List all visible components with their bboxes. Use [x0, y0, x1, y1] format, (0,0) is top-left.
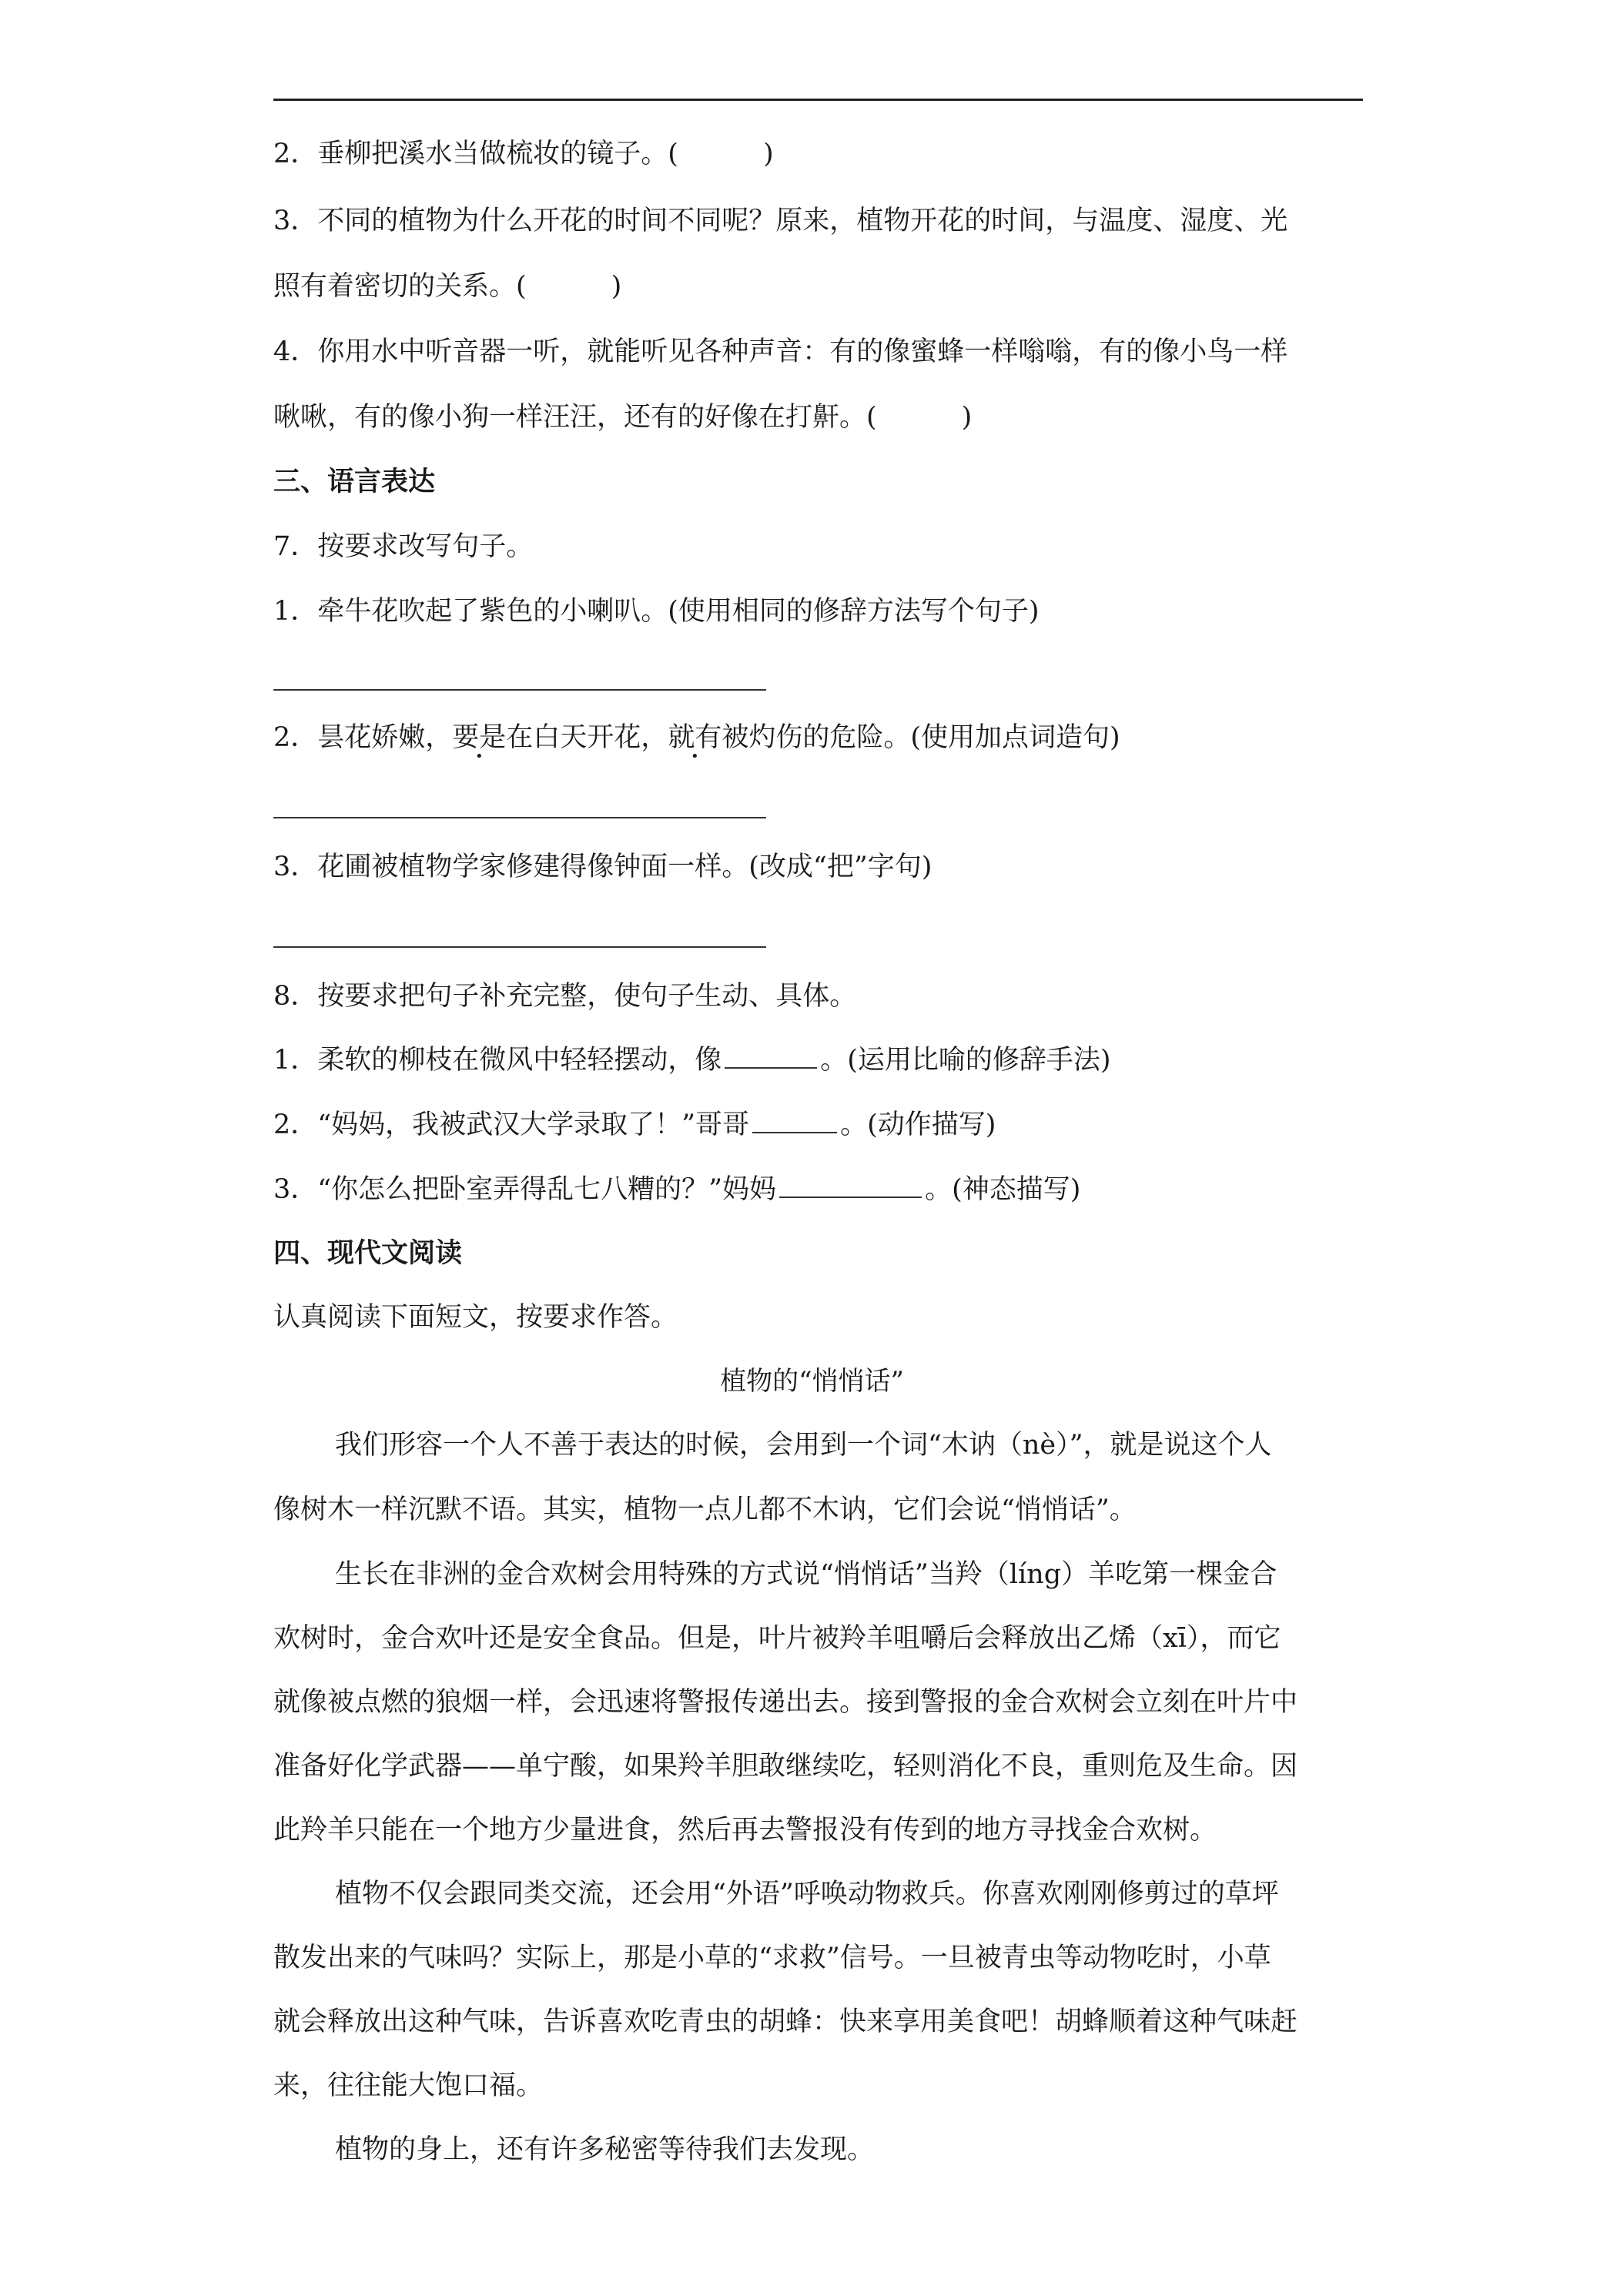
question-8: 8．按要求把句子补充完整，使句子生动、具体。 — [273, 981, 857, 1012]
dotted-word-jiuyou: 就有 — [668, 722, 722, 753]
paragraph-1-line-1: 我们形容一个人不善于表达的时候，会用到一个词“木讷（nè）”，就是说这个人 — [335, 1430, 1272, 1461]
paragraph-1-line-2: 像树木一样沉默不语。其实，植物一点儿都不木讷，它们会说“悄悄话”。 — [273, 1494, 1137, 1525]
dotted-word-yaoshi: 要是 — [452, 722, 507, 753]
paragraph-3-line-3: 就会释放出这种气味，告诉喜欢吃青虫的胡蜂：快来享用美食吧！胡蜂顺着这种气味赶 — [273, 2006, 1298, 2037]
reading-instruction: 认真阅读下面短文，按要求作答。 — [273, 1302, 678, 1333]
paragraph-3-line-2: 散发出来的气味吗？实际上，那是小草的“求救”信号。一旦被青虫等动物吃时，小草 — [273, 1943, 1271, 1973]
question-3-line-1: 3．不同的植物为什么开花的时间不同呢？原来，植物开花的时间，与温度、湿度、光 — [273, 206, 1288, 236]
question-3-line-2: 照有着密切的关系。( ) — [273, 271, 622, 302]
answer-line-1[interactable] — [273, 689, 766, 691]
question-7: 7．按要求改写句子。 — [273, 531, 534, 562]
paragraph-2-line-4: 准备好化学武器——单宁酸，如果羚羊胆敢继续吃，轻则消化不良，重则危及生命。因 — [273, 1751, 1298, 1782]
fill-blank-2[interactable] — [752, 1109, 837, 1133]
answer-line-3[interactable] — [273, 946, 766, 948]
answer-line-2[interactable] — [273, 817, 766, 818]
paragraph-3-line-1: 植物不仅会跟同类交流，还会用“外语”呼唤动物救兵。你喜欢刚刚修剪过的草坪 — [335, 1879, 1279, 1909]
paragraph-4-line-1: 植物的身上，还有许多秘密等待我们去发现。 — [335, 2134, 875, 2165]
paragraph-3-line-4: 来，往往能大饱口福。 — [273, 2070, 544, 2101]
paragraph-2-line-1: 生长在非洲的金合欢树会用特殊的方式说“悄悄话”当羚（líng）羊吃第一棵金合 — [335, 1559, 1277, 1590]
question-2: 2．垂柳把溪水当做梳妆的镜子。( ) — [273, 139, 774, 169]
fill-sentence-2: 2．“妈妈，我被武汉大学录取了！”哥哥 。(动作描写) — [273, 1110, 996, 1140]
fill-blank-1[interactable] — [725, 1044, 817, 1069]
paragraph-2-line-2: 欢树时，金合欢叶还是安全食品。但是，叶片被羚羊咀嚼后会释放出乙烯（xī），而它 — [273, 1623, 1281, 1654]
fill-blank-3[interactable] — [779, 1173, 922, 1198]
fill-sentence-1: 1．柔软的柳枝在微风中轻轻摆动，像 。(运用比喻的修辞手法) — [273, 1045, 1111, 1076]
passage-title: 植物的“悄悄话” — [720, 1366, 904, 1397]
fill-sentence-3: 3．“你怎么把卧室弄得乱七八糟的？”妈妈 。(神态描写) — [273, 1174, 1081, 1205]
paragraph-2-line-5: 此羚羊只能在一个地方少量进食，然后再去警报没有传到的地方寻找金合欢树。 — [273, 1815, 1217, 1846]
question-4-line-1: 4．你用水中听音器一听，就能听见各种声音：有的像蜜蜂一样嗡嗡，有的像小鸟一样 — [273, 336, 1288, 367]
section-four-heading: 四、现代文阅读 — [273, 1237, 463, 1269]
rewrite-sentence-1: 1．牵牛花吹起了紫色的小喇叭。(使用相同的修辞方法写个句子) — [273, 596, 1040, 627]
header-rule — [273, 99, 1363, 101]
section-three-heading: 三、语言表达 — [273, 466, 436, 497]
rewrite-sentence-3: 3．花圃被植物学家修建得像钟面一样。(改成“把”字句) — [273, 852, 933, 882]
paragraph-2-line-3: 就像被点燃的狼烟一样，会迅速将警报传递出去。接到警报的金合欢树会立刻在叶片中 — [273, 1687, 1298, 1718]
rewrite-sentence-2: 2．昙花娇嫩，要是在白天开花，就有被灼伤的危险。(使用加点词造句) — [273, 722, 1120, 753]
question-4-line-2: 啾啾，有的像小狗一样汪汪，还有的好像在打鼾。( ) — [273, 402, 973, 433]
question-2-text: 2．垂柳把溪水当做梳妆的镜子。( — [273, 139, 678, 169]
